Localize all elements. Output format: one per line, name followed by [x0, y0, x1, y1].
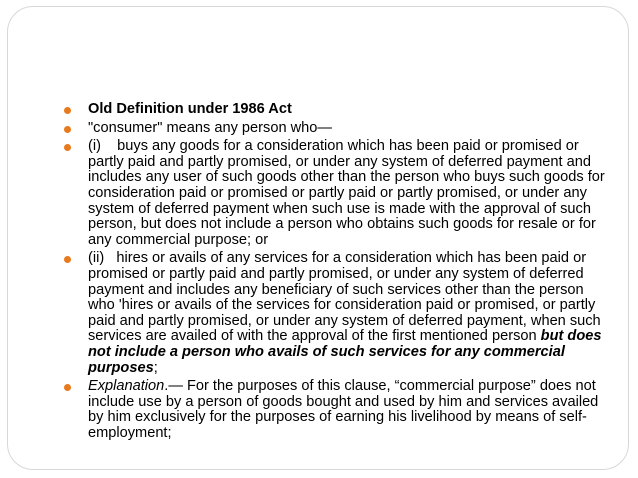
bullet-dot-icon — [64, 256, 71, 263]
clause-ii-tail: ; — [153, 359, 158, 376]
clause-ii-text: (ii) hires or avails of any services for a consideration which has been paid or promised or partly paid and partly promised, or under any system of deferred payment and includes any beneficiary of such services other than the person who 'hires or avails of the services for consideration paid or promised, or partly paid and partly promised, or under any system of deferred payment, when such services are availed of with the approval of the first mentioned person — [88, 250, 605, 345]
bullet-dot-icon — [64, 384, 71, 391]
bullet-item — [64, 121, 612, 137]
bullet-item — [64, 139, 612, 248]
bullet-dot-icon — [64, 126, 71, 133]
bullet-dot-icon — [64, 107, 71, 114]
heading-text: Old Definition under 1986 Act — [88, 101, 292, 117]
bullet-list — [64, 102, 612, 444]
clause-ii-exclusion-text: but does not include a person who avails of such services for any commercial purposes — [88, 328, 602, 376]
bullet-item — [64, 251, 612, 376]
explanation-label: Explanation — [88, 378, 165, 395]
bullet-item — [64, 379, 612, 441]
definition-intro-text: "consumer" means any person who— — [88, 119, 332, 136]
explanation-text: .— For the purposes of this clause, “commercial purpose” does not include use by a person of goods bought and used by him and services availed by him exclusively for the purposes of earning his livelihood by means of self-employment; — [88, 378, 599, 441]
bullet-dot-icon — [64, 144, 71, 151]
clause-i-text: (i) buys any goods for a consideration which has been paid or promised or partly paid and partly promised, or under any system of deferred payment and includes any user of such goods other than the person who buys such goods for consideration paid or promised or partly paid or partly promised, or under any system of deferred payment when such use is made with the approval of such person, but does not include a person who obtains such goods for resale or for any commercial purpose; or — [88, 138, 609, 248]
bullet-item — [64, 102, 612, 118]
